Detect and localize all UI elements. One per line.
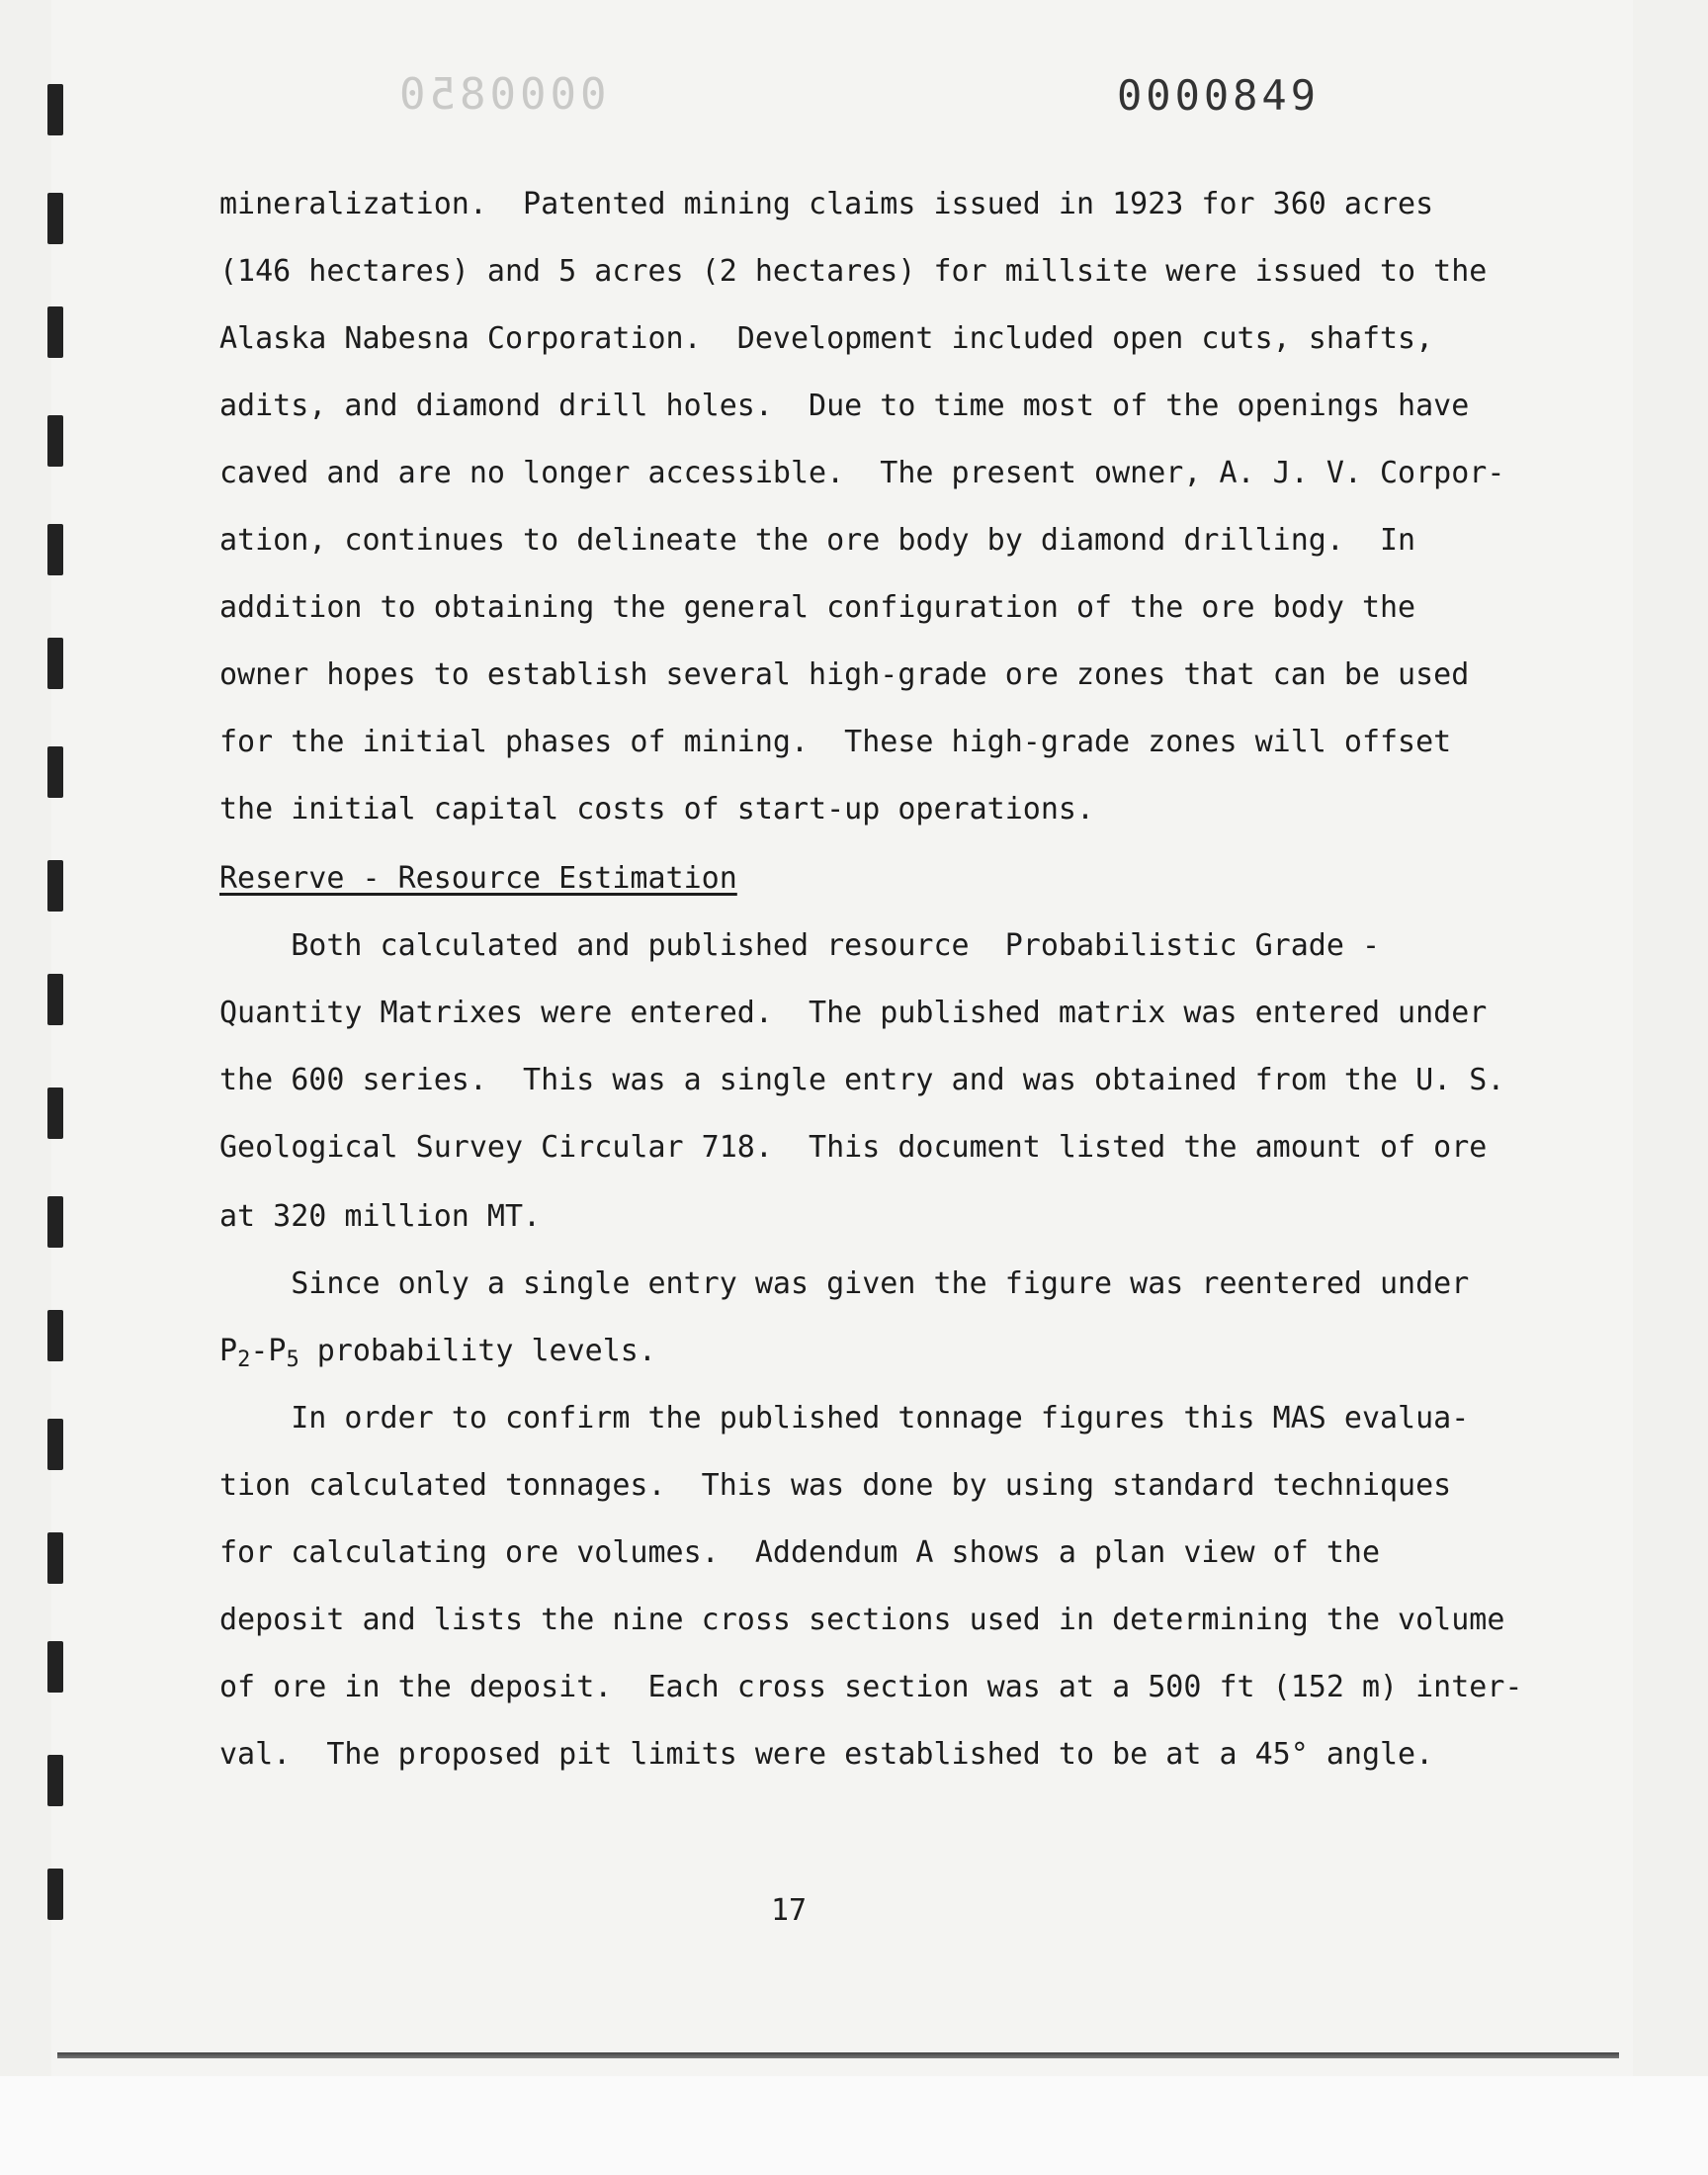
binding-hole — [47, 974, 63, 1025]
subscript-5: 5 — [286, 1348, 299, 1372]
document-number: 0000849 — [1117, 71, 1321, 120]
text-line: addition to obtaining the general configuration of the ore body the — [219, 590, 1416, 625]
text-line: adits, and diamond drill holes. Due to time most of the openings have — [219, 389, 1470, 423]
binding-hole — [47, 524, 63, 575]
text-line: ation, continues to delineate the ore body by diamond drilling. In — [219, 523, 1416, 558]
binding-hole — [47, 638, 63, 689]
binding-hole — [47, 1869, 63, 1920]
text-line: deposit and lists the nine cross sections used in determining the volume — [219, 1603, 1505, 1637]
binding-hole — [47, 1310, 63, 1361]
text-line: tion calculated tonnages. This was done by using standard techniques — [219, 1468, 1452, 1503]
binding-hole — [47, 84, 63, 135]
binding-hole — [47, 860, 63, 912]
text-line: the 600 series. This was a single entry and was obtained from the U. S. — [219, 1063, 1505, 1097]
text-line: at 320 million MT. — [219, 1199, 542, 1234]
text-line: Both calculated and published resource Probabilistic Grade - — [219, 928, 1380, 963]
text-line: for calculating ore volumes. Addendum A shows a plan view of the — [219, 1535, 1380, 1570]
binding-hole — [47, 1088, 63, 1139]
scan-margin — [0, 2076, 1708, 2175]
text-line: mineralization. Patented mining claims issued in 1923 for 360 acres — [219, 187, 1434, 221]
binding-hole — [47, 1196, 63, 1248]
section-heading: Reserve - Resource Estimation — [219, 861, 737, 896]
p-letter: P — [219, 1334, 238, 1368]
binding-hole — [47, 193, 63, 244]
text-line: Alaska Nabesna Corporation. Development included open cuts, shafts, — [219, 321, 1434, 356]
binding-hole — [47, 1419, 63, 1470]
text-line: for the initial phases of mining. These high-grade zones will offset — [219, 725, 1452, 759]
text-line: owner hopes to establish several high-grade ore zones that can be used — [219, 657, 1470, 692]
probability-text: probability levels. — [299, 1334, 656, 1368]
page-number: 17 — [771, 1893, 808, 1928]
text-line: Geological Survey Circular 718. This document listed the amount of ore — [219, 1130, 1488, 1165]
binding-hole — [47, 1755, 63, 1806]
binding-hole — [47, 1641, 63, 1693]
binding-hole — [47, 415, 63, 467]
binding-hole — [47, 1532, 63, 1584]
subscript-2: 2 — [237, 1348, 251, 1372]
p-dash: -P — [250, 1334, 287, 1368]
text-line: the initial capital costs of start-up operations. — [219, 792, 1095, 826]
text-line: of ore in the deposit. Each cross section was at a 500 ft (152 m) inter- — [219, 1670, 1523, 1704]
text-line: (146 hectares) and 5 acres (2 hectares) for millsite were issued to the — [219, 254, 1488, 289]
text-line: caved and are no longer accessible. The present owner, A. J. V. Corpor- — [219, 456, 1505, 490]
text-line: val. The proposed pit limits were established to be at a 45° angle. — [219, 1737, 1434, 1772]
text-line-probability — [219, 1334, 656, 1372]
text-line: Quantity Matrixes were entered. The published matrix was entered under — [219, 996, 1488, 1030]
text-line: Since only a single entry was given the figure was reentered under — [219, 1266, 1470, 1301]
binding-hole — [47, 746, 63, 798]
faint-document-number: 0000850 — [395, 69, 607, 120]
binding-hole — [47, 306, 63, 358]
bottom-rule — [57, 2052, 1619, 2058]
text-line: In order to confirm the published tonnage figures this MAS evalua- — [219, 1401, 1470, 1436]
